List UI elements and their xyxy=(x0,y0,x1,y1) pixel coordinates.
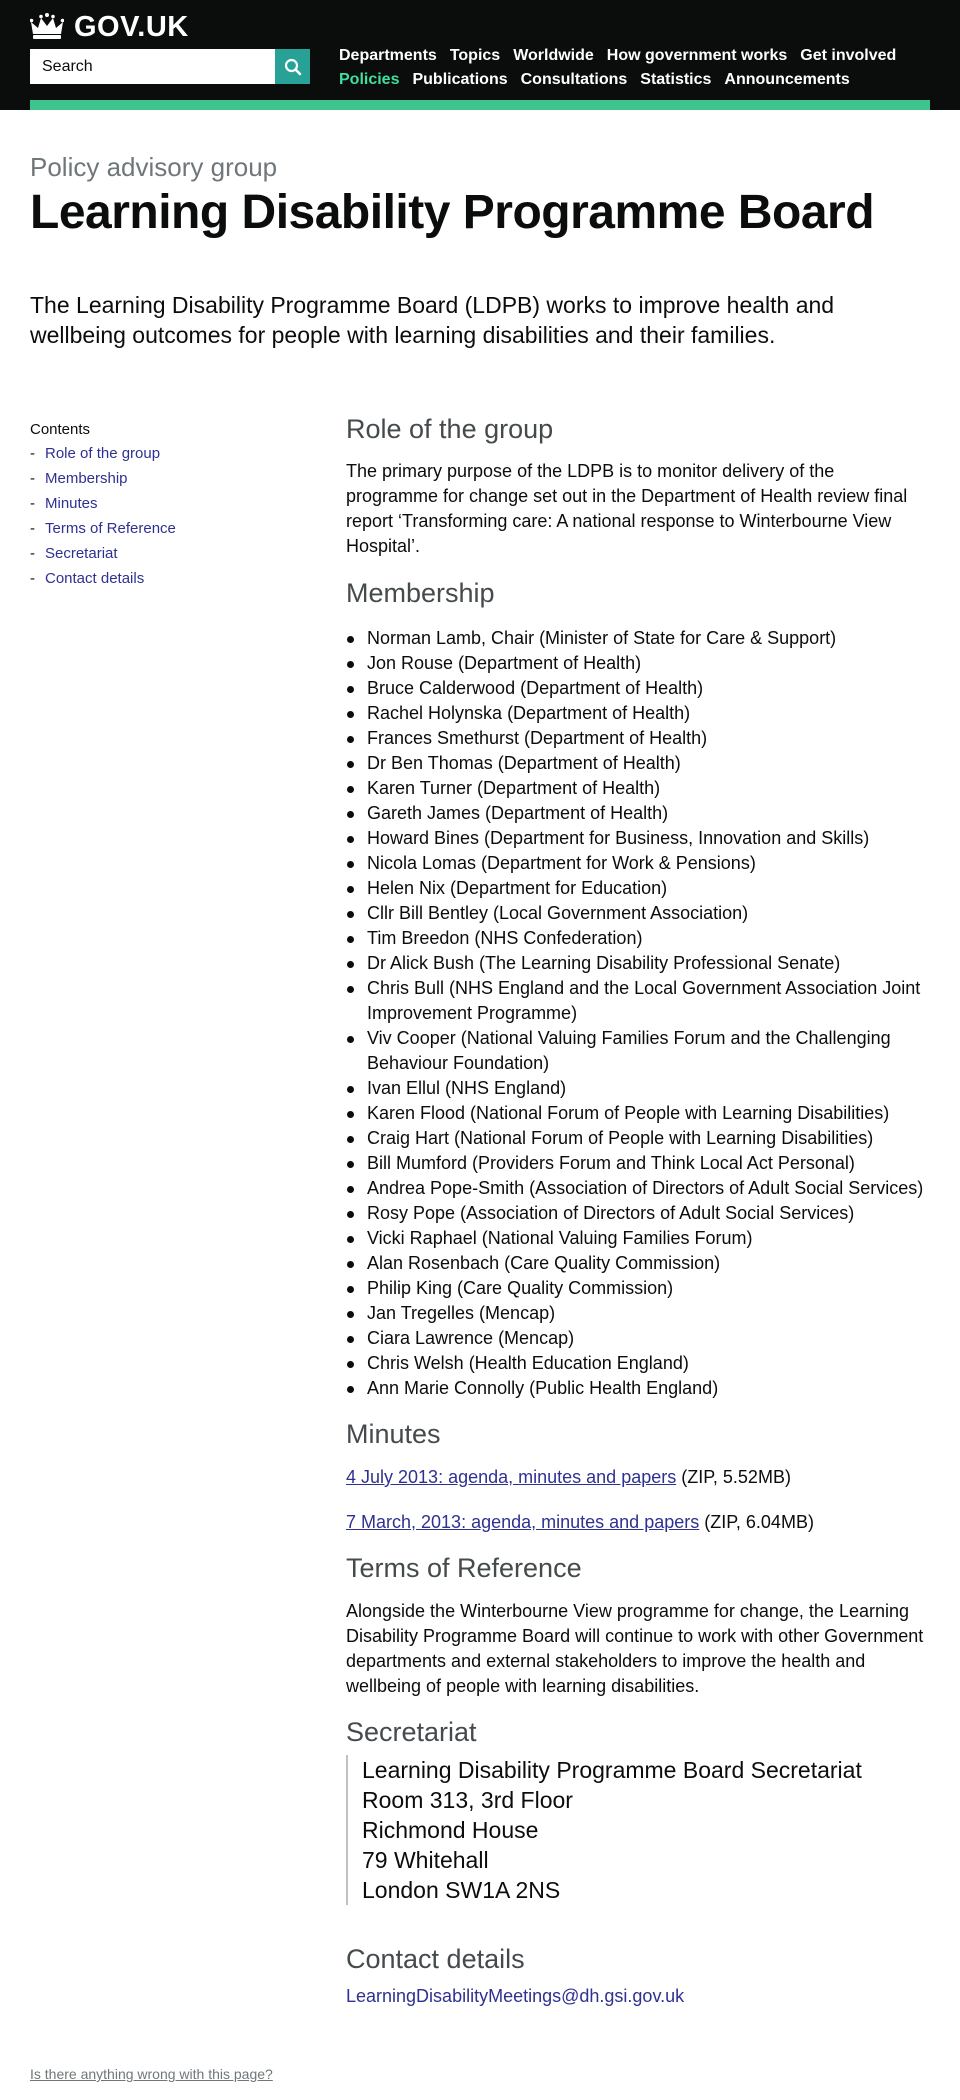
section-minutes xyxy=(346,1417,926,1535)
member-item: Dr Alick Bush (The Learning Disability Professional Senate) xyxy=(346,951,926,976)
contents-dash: - xyxy=(30,570,35,587)
contents-list xyxy=(30,444,320,594)
terms-text: Alongside the Winterbourne View programme for change, the Learning Disability Programme Board will continue to work with other Government departments and external stakeholders to improve the health and wellbeing of people with learning disabilities. xyxy=(346,1601,924,1696)
minutes-item xyxy=(346,1465,926,1490)
contents-link-terms[interactable]: Terms of Reference xyxy=(45,520,176,537)
report-problem-link[interactable]: Is there anything wrong with this page? xyxy=(30,2066,273,2082)
address-line: 79 Whitehall xyxy=(362,1847,489,1873)
role-text: The primary purpose of the LDPB is to monitor delivery of the programme for change set out in the Department of Health review final report ‘Transforming care: A national response to Winterbourne View Hospital’. xyxy=(346,461,908,556)
section-contact xyxy=(346,1942,926,2009)
member-item: Jon Rouse (Department of Health) xyxy=(346,651,926,676)
member-item: Craig Hart (National Forum of People with Learning Disabilities) xyxy=(346,1126,926,1151)
contents-dash: - xyxy=(30,445,35,462)
member-item: Chris Bull (NHS England and the Local Government Association Joint Improvement Programme) xyxy=(346,976,926,1026)
contents-item xyxy=(30,544,320,569)
section-secretariat xyxy=(346,1715,926,1905)
site-header xyxy=(0,0,960,110)
search-input[interactable] xyxy=(30,49,275,84)
contents-item xyxy=(30,519,320,544)
member-list xyxy=(346,626,926,1401)
section-terms xyxy=(346,1551,926,1699)
member-item: Karen Flood (National Forum of People with Learning Disabilities) xyxy=(346,1101,926,1126)
search-button[interactable] xyxy=(275,49,310,84)
nav-policies[interactable]: Policies xyxy=(339,71,400,88)
member-item: Andrea Pope-Smith (Association of Directors of Adult Social Services) xyxy=(346,1176,926,1201)
address-line: London SW1A 2NS xyxy=(362,1877,561,1903)
member-item: Tim Breedon (NHS Confederation) xyxy=(346,926,926,951)
nav-row-secondary xyxy=(339,68,939,92)
secretariat-heading: Secretariat xyxy=(346,1717,477,1747)
membership-heading: Membership xyxy=(346,578,495,608)
member-item: Karen Turner (Department of Health) xyxy=(346,776,926,801)
member-item: Dr Ben Thomas (Department of Health) xyxy=(346,751,926,776)
contents-dash: - xyxy=(30,495,35,512)
crown-icon xyxy=(30,13,64,41)
contents-nav xyxy=(30,420,320,594)
contents-dash: - xyxy=(30,545,35,562)
member-item: Jan Tregelles (Mencap) xyxy=(346,1301,926,1326)
page-lede: The Learning Disability Programme Board (LDPB) works to improve health and wellbeing outcomes for people with learning disabilities and their families. xyxy=(30,292,835,348)
nav-announcements[interactable]: Announcements xyxy=(724,71,850,88)
contents-dash: - xyxy=(30,520,35,537)
contact-heading: Contact details xyxy=(346,1944,525,1974)
minutes-link-july-2013[interactable]: 4 July 2013: agenda, minutes and papers xyxy=(346,1467,677,1487)
main-content xyxy=(346,410,926,2009)
member-item: Ivan Ellul (NHS England) xyxy=(346,1076,926,1101)
member-item: Gareth James (Department of Health) xyxy=(346,801,926,826)
contents-item xyxy=(30,444,320,469)
minutes-link-march-2013[interactable]: 7 March, 2013: agenda, minutes and papers xyxy=(346,1512,700,1532)
contact-email-link[interactable]: LearningDisabilityMeetings@dh.gsi.gov.uk xyxy=(346,1986,685,2006)
nav-topics[interactable]: Topics xyxy=(449,47,501,64)
member-item: Philip King (Care Quality Commission) xyxy=(346,1276,926,1301)
member-item: Vicki Raphael (National Valuing Families Forum) xyxy=(346,1226,926,1251)
minutes-file-meta: (ZIP, 6.04MB) xyxy=(699,1512,814,1532)
contents-item xyxy=(30,494,320,519)
nav-publications[interactable]: Publications xyxy=(412,71,508,88)
contents-item xyxy=(30,469,320,494)
contents-dash: - xyxy=(30,470,35,487)
section-role xyxy=(346,412,926,559)
search-icon xyxy=(284,58,302,76)
member-item: Howard Bines (Department for Business, Innovation and Skills) xyxy=(346,826,926,851)
role-heading: Role of the group xyxy=(346,414,554,444)
page-kicker: Policy advisory group xyxy=(30,152,278,182)
nav-worldwide[interactable]: Worldwide xyxy=(513,47,594,64)
member-item: Cllr Bill Bentley (Local Government Association) xyxy=(346,901,926,926)
contents-link-membership[interactable]: Membership xyxy=(45,470,128,487)
minutes-heading: Minutes xyxy=(346,1419,441,1449)
member-item: Rosy Pope (Association of Directors of Adult Social Services) xyxy=(346,1201,926,1226)
nav-how-government-works[interactable]: How government works xyxy=(606,47,788,64)
logo-text: GOV.UK xyxy=(74,10,189,43)
member-item: Rachel Holynska (Department of Health) xyxy=(346,701,926,726)
contents-link-contact[interactable]: Contact details xyxy=(45,570,145,587)
nav-consultations[interactable]: Consultations xyxy=(520,71,628,88)
govuk-logo[interactable] xyxy=(30,12,189,42)
main-navigation xyxy=(339,44,939,92)
search-form xyxy=(30,49,310,84)
address-line: Richmond House xyxy=(362,1817,539,1843)
header-accent-bar xyxy=(30,100,930,110)
contents-link-secretariat[interactable]: Secretariat xyxy=(45,545,118,562)
nav-row-primary xyxy=(339,44,939,68)
address-line: Learning Disability Programme Board Secretariat xyxy=(362,1757,862,1783)
member-item: Bruce Calderwood (Department of Health) xyxy=(346,676,926,701)
member-item: Alan Rosenbach (Care Quality Commission) xyxy=(346,1251,926,1276)
member-item: Viv Cooper (National Valuing Families Forum and the Challenging Behaviour Foundation) xyxy=(346,1026,926,1076)
member-item: Nicola Lomas (Department for Work & Pensions) xyxy=(346,851,926,876)
section-membership xyxy=(346,576,926,1401)
member-item: Norman Lamb, Chair (Minister of State for Care & Support) xyxy=(346,626,926,651)
member-item: Ann Marie Connolly (Public Health England) xyxy=(346,1376,926,1401)
page-title: Learning Disability Programme Board xyxy=(30,186,875,239)
terms-heading: Terms of Reference xyxy=(346,1553,582,1583)
member-item: Helen Nix (Department for Education) xyxy=(346,876,926,901)
member-item: Frances Smethurst (Department of Health) xyxy=(346,726,926,751)
contents-link-minutes[interactable]: Minutes xyxy=(45,495,98,512)
member-item: Chris Welsh (Health Education England) xyxy=(346,1351,926,1376)
contents-link-role[interactable]: Role of the group xyxy=(45,445,161,462)
nav-get-involved[interactable]: Get involved xyxy=(800,47,897,64)
member-item: Ciara Lawrence (Mencap) xyxy=(346,1326,926,1351)
contents-item xyxy=(30,569,320,594)
member-item: Bill Mumford (Providers Forum and Think Local Act Personal) xyxy=(346,1151,926,1176)
nav-statistics[interactable]: Statistics xyxy=(640,71,712,88)
minutes-item xyxy=(346,1510,926,1535)
minutes-file-meta: (ZIP, 5.52MB) xyxy=(676,1467,791,1487)
address-line: Room 313, 3rd Floor xyxy=(362,1787,573,1813)
contents-title: Contents xyxy=(30,421,91,438)
nav-departments[interactable]: Departments xyxy=(339,47,437,64)
secretariat-address xyxy=(346,1755,926,1905)
